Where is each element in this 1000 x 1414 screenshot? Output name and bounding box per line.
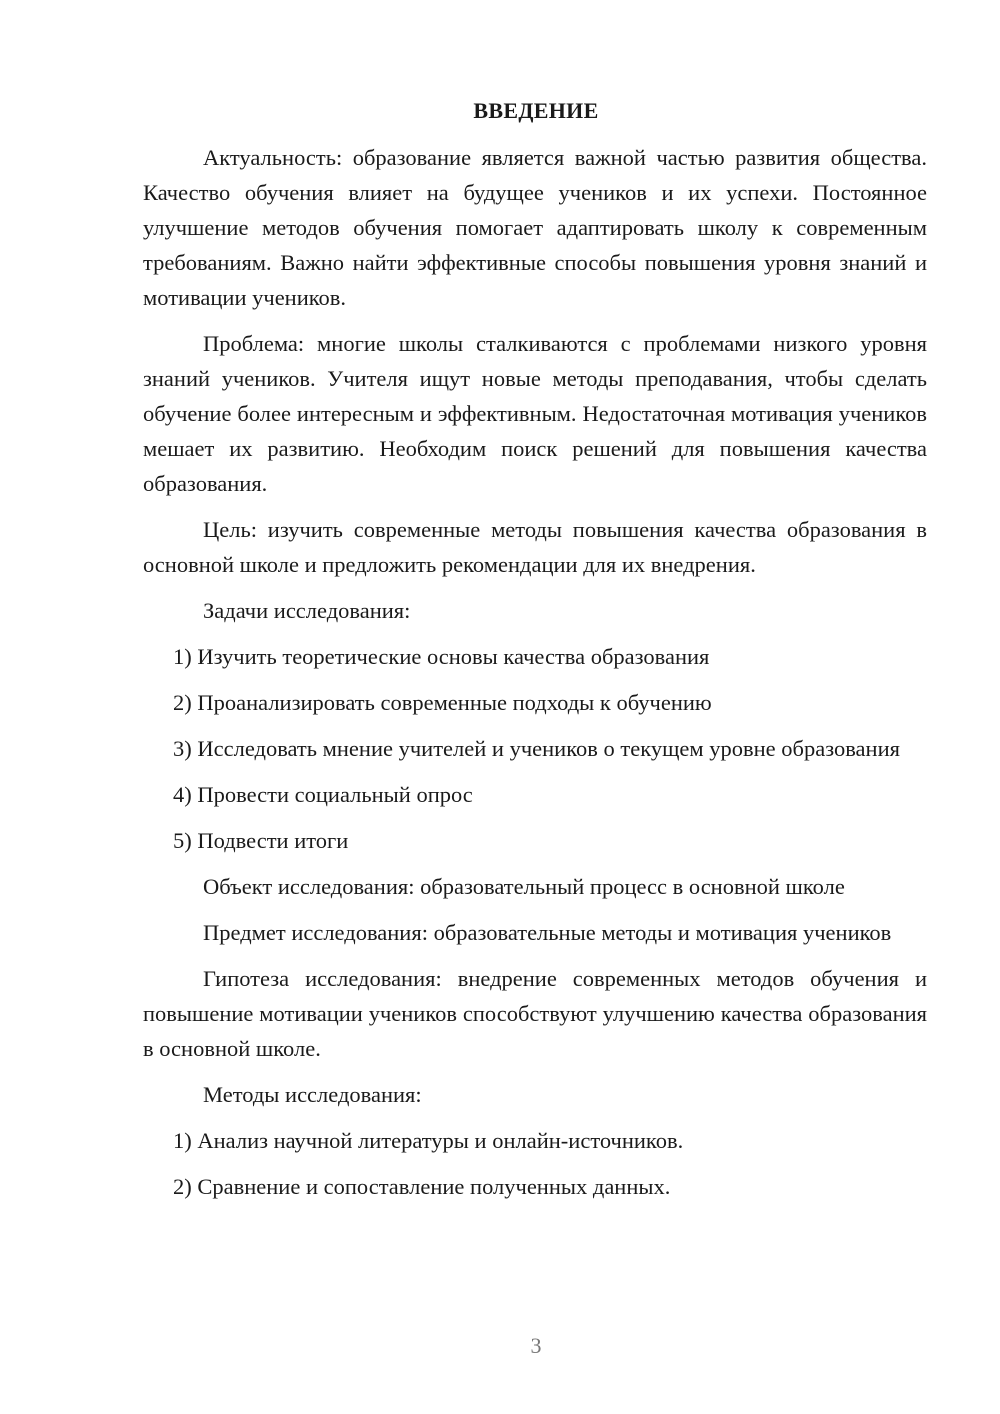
task-item-4: 4) Провести социальный опрос (173, 782, 473, 807)
tasks-title: Задачи исследования: (203, 598, 411, 623)
page-heading: ВВЕДЕНИЕ (473, 98, 599, 123)
paragraph-subject: Предмет исследования: образовательные методы и мотивация учеников (203, 920, 892, 945)
method-item-2: 2) Сравнение и сопоставление полученных данных. (173, 1174, 671, 1199)
task-item-5: 5) Подвести итоги (173, 828, 349, 853)
methods-title: Методы исследования: (203, 1082, 422, 1107)
task-item-1: 1) Изучить теоретические основы качества образования (173, 644, 710, 669)
paragraph-hypothesis: Гипотеза исследования: внедрение современных методов обучения и повышение мотивации учеников способствуют улучшению качества образования в основной школе. (143, 966, 927, 1061)
paragraph-object: Объект исследования: образовательный процесс в основной школе (203, 874, 845, 899)
page-number: 3 (530, 1333, 542, 1358)
method-item-1: 1) Анализ научной литературы и онлайн-источников. (173, 1128, 684, 1153)
task-item-3: 3) Исследовать мнение учителей и учеников о текущем уровне образования (173, 736, 900, 761)
document-body (143, 140, 927, 1215)
paragraph-goal: Цель: изучить современные методы повышения качества образования в основной школе и предложить рекомендации для их внедрения. (143, 517, 927, 577)
task-item-2: 2) Проанализировать современные подходы к обучению (173, 690, 712, 715)
paragraph-problem: Проблема: многие школы сталкиваются с проблемами низкого уровня знаний учеников. Учителя ищут новые методы преподавания, чтобы сделать обучение более интересным и эффективным. Недостаточная мотивация учеников мешает их развитию. Необходим поиск решений для повышения качества образования. (143, 331, 927, 496)
paragraph-relevance: Актуальность: образование является важной частью развития общества. Качество обучения влияет на будущее учеников и их успехи. Постоянное улучшение методов обучения помогает адаптировать школу к современным требованиям. Важно найти эффективные способы повышения уровня знаний и мотивации учеников. (143, 145, 927, 310)
